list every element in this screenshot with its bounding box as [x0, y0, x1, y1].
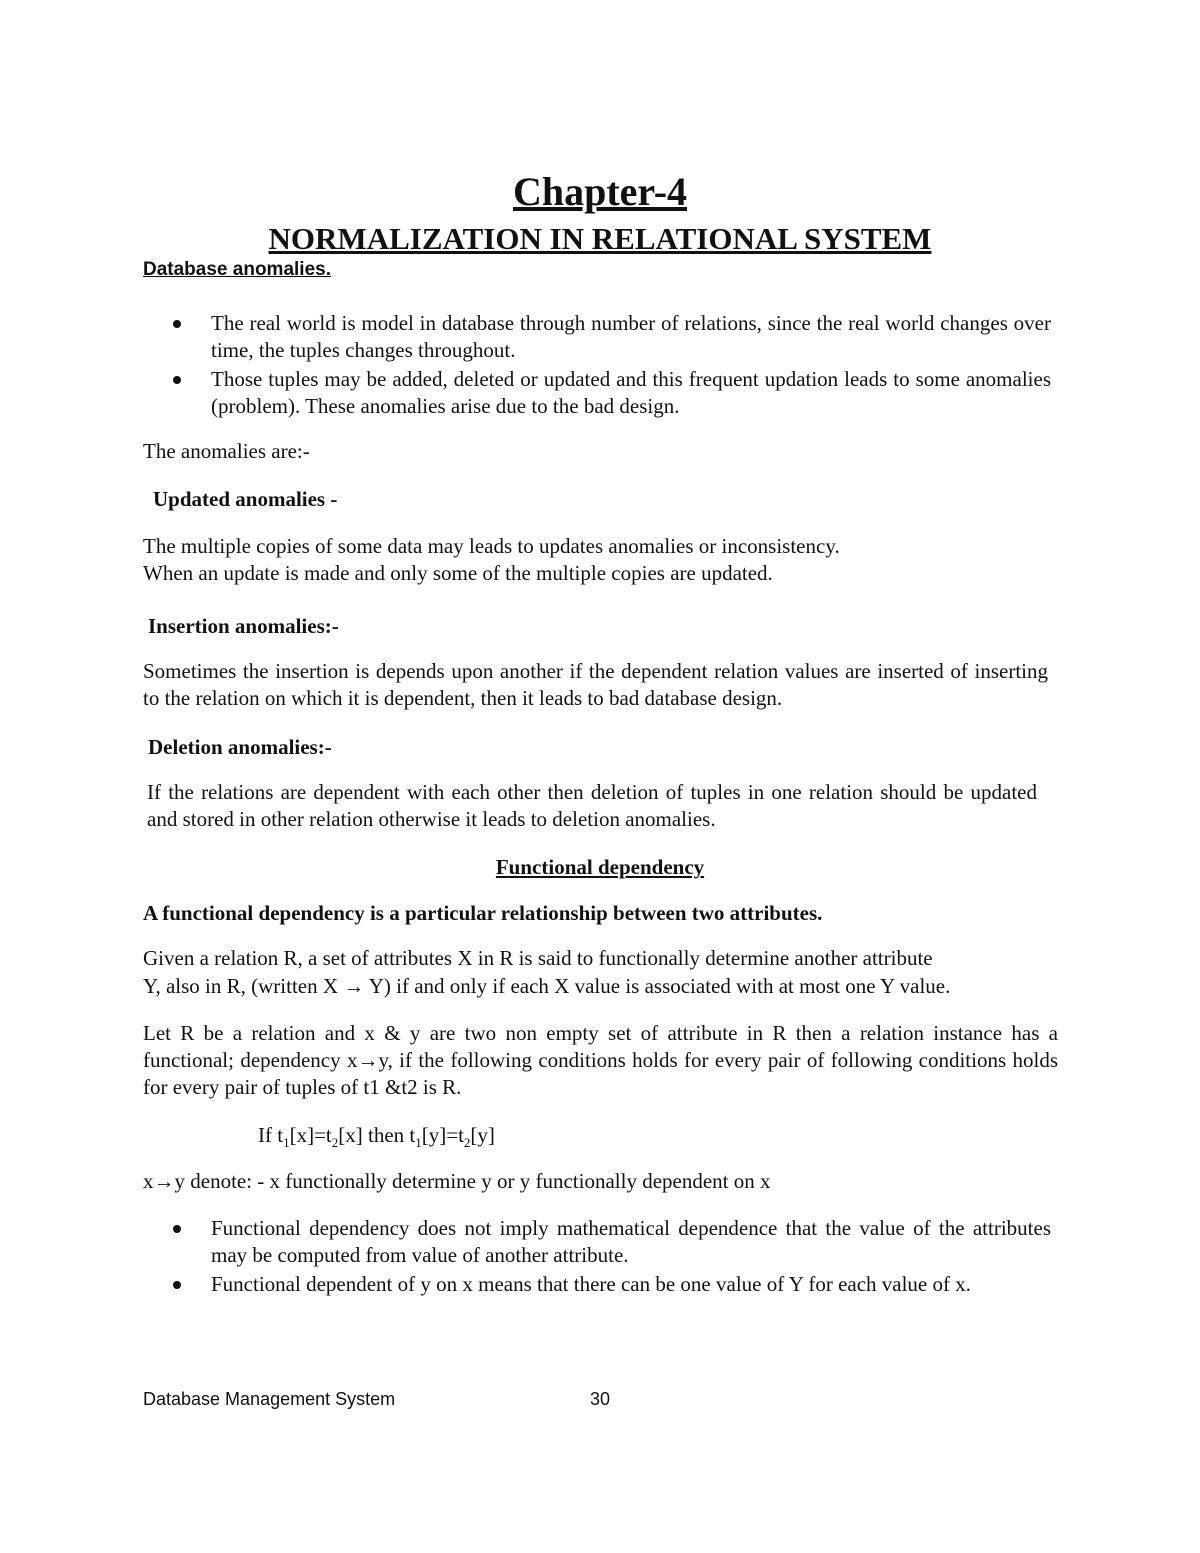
list-item — [211, 1215, 1051, 1269]
bullet-icon — [173, 1225, 181, 1233]
updated-anomalies-line-1: The multiple copies of some data may leads to updates anomalies or inconsistency. — [143, 534, 840, 558]
list-item — [211, 366, 1051, 420]
footer-page-number: 30 — [590, 1389, 611, 1409]
formula-part: [x]=t — [289, 1123, 332, 1147]
formula-part: [x] then t — [338, 1123, 416, 1147]
list-item-text: Functional dependency does not imply mathematical dependence that the value of the attributes may be computed from value of another attribute. — [211, 1216, 1051, 1267]
relation-instance-text: Let R be a relation and x & y are two non empty set of attribute in R then a relation instance has a functional; dependency x→y, if the following conditions holds for every pair of following conditions holds for every pair of tuples of t1 &t2 is R. — [143, 1021, 1058, 1099]
bullet-icon — [173, 320, 181, 328]
deletion-anomalies-text: If the relations are dependent with each other then deletion of tuples in one relation should be updated and stored in other relation otherwise it leads to deletion anomalies. — [147, 780, 1037, 831]
formula-part: [y]=t — [421, 1123, 464, 1147]
formula-subscript: 2 — [463, 1135, 471, 1151]
anomalies-intro: The anomalies are:- — [143, 439, 310, 463]
dependency-formula — [258, 1122, 495, 1156]
list-item — [211, 1271, 1051, 1298]
footer-title: Database Management System — [143, 1389, 396, 1409]
given-relation-line-2: Y, also in R, (written X → Y) if and only if each X value is associated with at most one Y value. — [143, 974, 951, 998]
list-item — [211, 310, 1051, 364]
formula-part: If t — [258, 1123, 284, 1147]
chapter-subtitle: NORMALIZATION IN RELATIONAL SYSTEM — [268, 221, 932, 256]
intro-bullet-list — [211, 310, 1051, 420]
formula-part: [y] — [470, 1123, 495, 1147]
functional-dependency-heading: Functional dependency — [495, 855, 705, 879]
list-item-text: Functional dependent of y on x means that there can be one value of Y for each value of x. — [211, 1272, 971, 1296]
given-relation-line-1: Given a relation R, a set of attributes X in R is said to functionally determine another attribute — [143, 946, 933, 970]
updated-anomalies-heading: Updated anomalies - — [153, 487, 338, 511]
formula-subscript: 1 — [283, 1135, 290, 1151]
updated-anomalies-line-2: When an update is made and only some of the multiple copies are updated. — [143, 561, 773, 585]
fd-bullet-list — [211, 1215, 1051, 1298]
insertion-anomalies-text: Sometimes the insertion is depends upon another if the dependent relation values are inserted of inserting to the relation on which it is dependent, then it leads to bad database design. — [143, 659, 1048, 710]
list-item-text: The real world is model in database through number of relations, since the real world changes over time, the tuples changes throughout. — [211, 311, 1051, 362]
functional-dependency-definition: A functional dependency is a particular relationship between two attributes. — [143, 901, 823, 925]
deletion-anomalies-heading: Deletion anomalies:- — [148, 735, 332, 759]
dependency-denote-line: x→y denote: - x functionally determine y or y functionally dependent on x — [143, 1169, 771, 1193]
formula-subscript: 2 — [331, 1135, 339, 1151]
section-heading-anomalies: Database anomalies. — [143, 259, 331, 280]
bullet-icon — [173, 376, 181, 384]
chapter-title: Chapter-4 — [512, 169, 688, 214]
formula-subscript: 1 — [415, 1135, 422, 1151]
bullet-icon — [173, 1281, 181, 1289]
list-item-text: Those tuples may be added, deleted or updated and this frequent updation leads to some anomalies (problem). These anomalies arise due to the bad design. — [211, 367, 1051, 418]
insertion-anomalies-heading: Insertion anomalies:- — [148, 614, 339, 638]
